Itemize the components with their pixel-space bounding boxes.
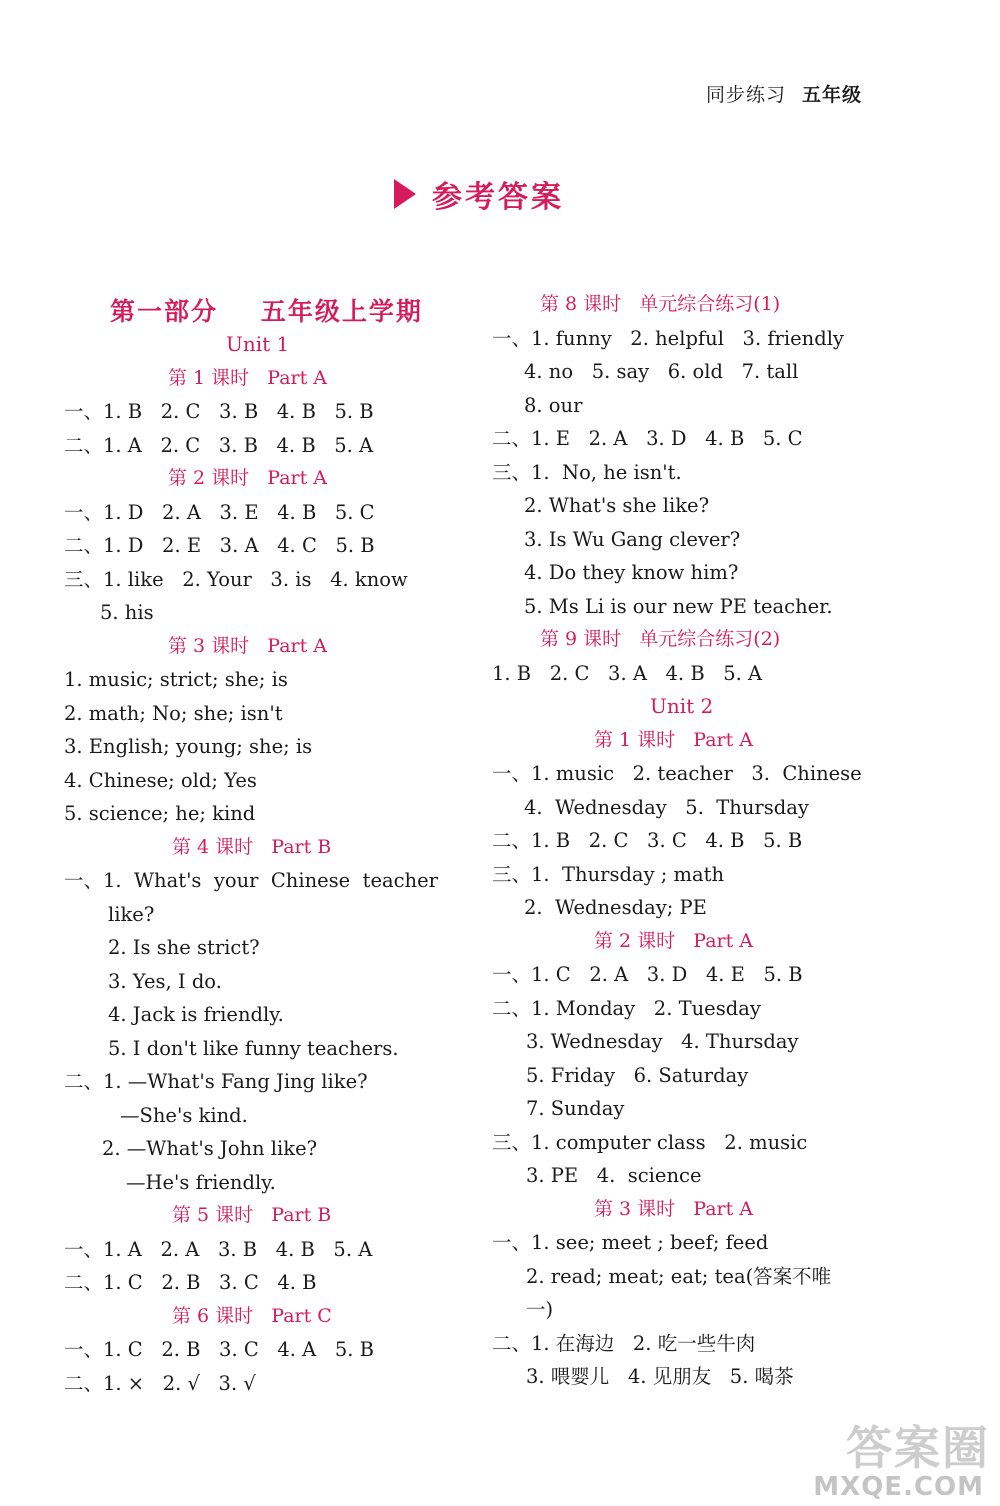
lesson-heading: 第 6 课时 Part C [172, 1304, 332, 1327]
answer-line: 一、1. D 2. A 3. E 4. B 5. C [64, 500, 375, 524]
answer-line: 一、1. C 2. A 3. D 4. E 5. B [492, 963, 803, 986]
answer-line: 2. math; No; she; isn't [64, 701, 283, 725]
answer-line: 三、1. No, he isn't. [492, 460, 682, 484]
answer-line: 5. his [100, 601, 154, 624]
answer-line: 4. Wednesday 5. Thursday [524, 795, 809, 819]
left-column [64, 328, 459, 1400]
answer-line: 4. no 5. say 6. old 7. tall [524, 360, 799, 383]
answer-line: —He's friendly. [126, 1170, 276, 1194]
answer-line: 二、1. C 2. B 3. C 4. B [64, 1271, 317, 1294]
lesson-heading: 第 9 课时 单元综合练习(2) [540, 628, 781, 650]
answer-line: 1. music; strict; she; is [64, 668, 288, 691]
answer-line: 二、1. A 2. C 3. B 4. B 5. A [64, 433, 374, 457]
answer-line: 2. read; meat; eat; tea(答案不唯 [526, 1264, 832, 1288]
unit-heading: Unit 1 [226, 332, 290, 356]
answer-line: 二、1. B 2. C 3. C 4. B 5. B [492, 829, 803, 852]
answer-line: 4. Chinese; old; Yes [64, 768, 257, 792]
answer-line: 二、1. 在海边 2. 吃一些牛肉 [492, 1331, 756, 1355]
answer-line: 3. Yes, I do. [108, 969, 222, 993]
lesson-heading: 第 1 课时 Part A [594, 728, 754, 751]
answer-line: 3. 喂婴儿 4. 见朋友 5. 喝茶 [526, 1365, 794, 1388]
answer-line: 3. Is Wu Gang clever? [524, 527, 741, 551]
answer-line: 4. Jack is friendly. [108, 1003, 284, 1026]
answer-line: 7. Sunday [526, 1097, 625, 1120]
lesson-heading: 第 3 课时 Part A [594, 1197, 754, 1220]
series-name: 同步练习 [706, 84, 787, 106]
answer-line: 2. —What's John like? [102, 1137, 318, 1160]
answer-line: 二、1. D 2. E 3. A 4. C 5. B [64, 534, 375, 557]
triangle-marker-icon [394, 179, 416, 209]
running-header [706, 80, 862, 107]
lesson-heading: 第 1 课时 Part A [168, 366, 328, 389]
answer-line: like? [108, 902, 155, 926]
unit-heading: Unit 2 [650, 694, 714, 718]
answer-line: 3. PE 4. science [526, 1164, 702, 1187]
answer-line: 2. What's she like? [524, 494, 710, 517]
lesson-heading: 第 2 课时 Part A [594, 929, 754, 952]
lesson-heading: 第 3 课时 Part A [168, 634, 328, 657]
answer-line: 一) [526, 1298, 554, 1321]
answer-line: 三、1. Thursday ; math [492, 862, 725, 886]
answer-line: 5. Ms Li is our new PE teacher. [524, 594, 833, 618]
answer-line: 一、1. see; meet ; beef; feed [492, 1231, 769, 1254]
answer-line: 3. Wednesday 4. Thursday [526, 1030, 799, 1053]
answer-line: 一、1. music 2. teacher 3. Chinese [492, 762, 862, 785]
answer-line: 3. English; young; she; is [64, 735, 313, 758]
answer-line: 一、1. B 2. C 3. B 4. B 5. B [64, 400, 374, 423]
answer-line: 一、1. C 2. B 3. C 4. A 5. B [64, 1338, 374, 1361]
answer-line: 一、1. A 2. A 3. B 4. B 5. A [64, 1237, 373, 1261]
answer-line: 1. B 2. C 3. A 4. B 5. A [492, 661, 763, 685]
answer-line: 2. Is she strict? [108, 936, 260, 959]
part-title: 第一部分 五年级上学期 [110, 297, 423, 326]
answer-line: 5. I don't like funny teachers. [108, 1036, 399, 1060]
lesson-heading: 第 5 课时 Part B [172, 1204, 332, 1226]
answer-line: 5. science; he; kind [64, 802, 256, 825]
lesson-heading: 第 2 课时 Part A [168, 467, 328, 489]
answer-line: 一、1. funny 2. helpful 3. friendly [492, 326, 844, 350]
answer-line: 二、1. —What's Fang Jing like? [64, 1070, 368, 1093]
banner-title: 参考答案 [432, 180, 564, 215]
answer-line: 三、1. computer class 2. music [492, 1130, 808, 1154]
answer-line: 二、1. Monday 2. Tuesday [492, 996, 761, 1020]
answer-key-banner [394, 172, 564, 216]
answer-line: 2. Wednesday; PE [524, 896, 707, 919]
lesson-heading: 第 8 课时 单元综合练习(1) [540, 293, 781, 315]
answer-line: 二、1. E 2. A 3. D 4. B 5. C [492, 427, 803, 450]
site-watermark-logo [794, 1412, 994, 1502]
answer-line: 4. Do they know him? [524, 561, 739, 584]
answer-line: 5. Friday 6. Saturday [526, 1063, 749, 1087]
watermark-text: 答案圈 [846, 1421, 990, 1475]
lesson-heading: 第 4 课时 Part B [172, 835, 332, 858]
answer-line: 8. our [524, 393, 583, 417]
answer-line: 一、1. What's your Chinese teacher [64, 869, 438, 892]
grade-label: 五年级 [802, 84, 863, 106]
answer-line: 二、1. × 2. √ 3. √ [64, 1371, 256, 1395]
answer-line: —She's kind. [120, 1103, 248, 1127]
watermark-url: MXQE.COM [813, 1472, 984, 1502]
right-column [492, 288, 892, 1394]
answer-line: 三、1. like 2. Your 3. is 4. know [64, 567, 408, 591]
